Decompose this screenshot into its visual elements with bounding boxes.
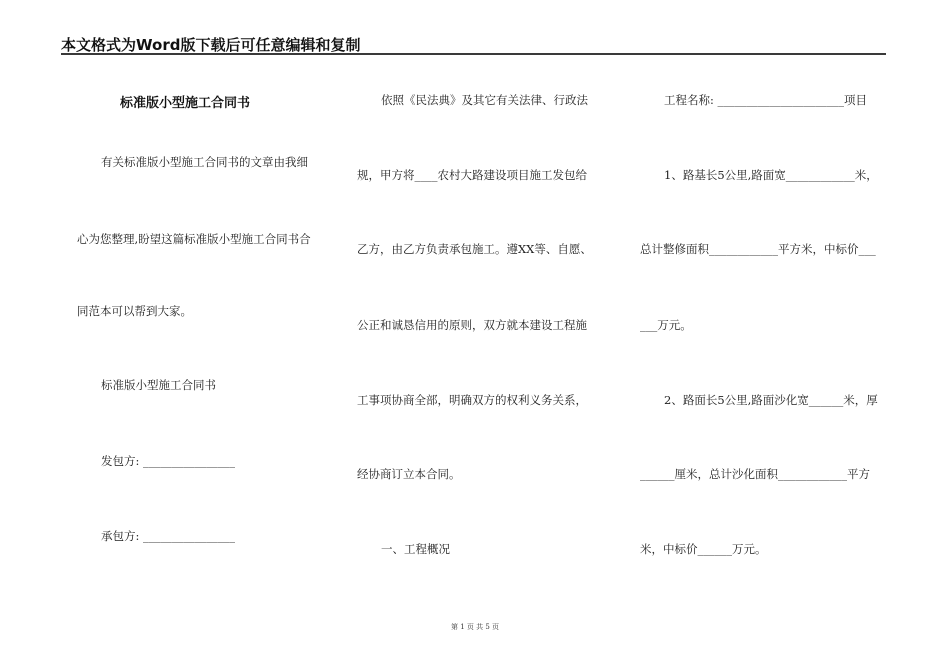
intro-line-1: 有关标准版小型施工合同书的文章由我细	[101, 155, 308, 169]
contract-subtitle: 标准版小型施工合同书	[101, 378, 216, 392]
section-heading-overview: 一、工程概况	[381, 542, 450, 556]
party-b-field: 承包方: ________________	[101, 529, 236, 543]
col2-line-3: 乙方，由乙方负责承包施工。遵XX等、自愿、	[357, 242, 592, 256]
col3-line-3: 总计整修面积____________平方米，中标价___	[640, 242, 876, 256]
col3-line-6: ______厘米，总计沙化面积____________平方	[640, 467, 870, 481]
party-a-field: 发包方: ________________	[101, 454, 236, 468]
col2-line-1: 依照《民法典》及其它有关法律、行政法	[381, 93, 588, 107]
document-title: 标准版小型施工合同书	[120, 96, 251, 111]
document-header-title: 本文格式为Word版下载后可任意编辑和复制	[61, 36, 361, 54]
col2-line-4: 公正和诚恳信用的原则，双方就本建设工程施	[357, 318, 587, 332]
col2-line-2: 规，甲方将____农村大路建设项目施工发包给	[357, 168, 587, 182]
col3-line-5: 2、路面长5公里,路面沙化宽______米，厚	[664, 393, 878, 407]
col3-line-7: 米，中标价______万元。	[640, 542, 767, 556]
intro-line-3: 同范本可以帮到大家。	[77, 304, 192, 318]
page-indicator: 第 1 页 共 5 页	[450, 623, 500, 631]
intro-line-2: 心为您整理,盼望这篇标准版小型施工合同书合	[77, 232, 311, 246]
col3-line-4: ___万元。	[640, 318, 692, 332]
col2-line-5: 工事项协商全部，明确双方的权利义务关系，	[357, 393, 587, 407]
header-divider	[61, 53, 886, 55]
col3-line-2: 1、路基长5公里,路面宽____________米，	[664, 168, 878, 182]
col2-line-6: 经协商订立本合同。	[357, 467, 461, 481]
project-name-line: 工程名称: ______________________项目	[664, 93, 868, 107]
